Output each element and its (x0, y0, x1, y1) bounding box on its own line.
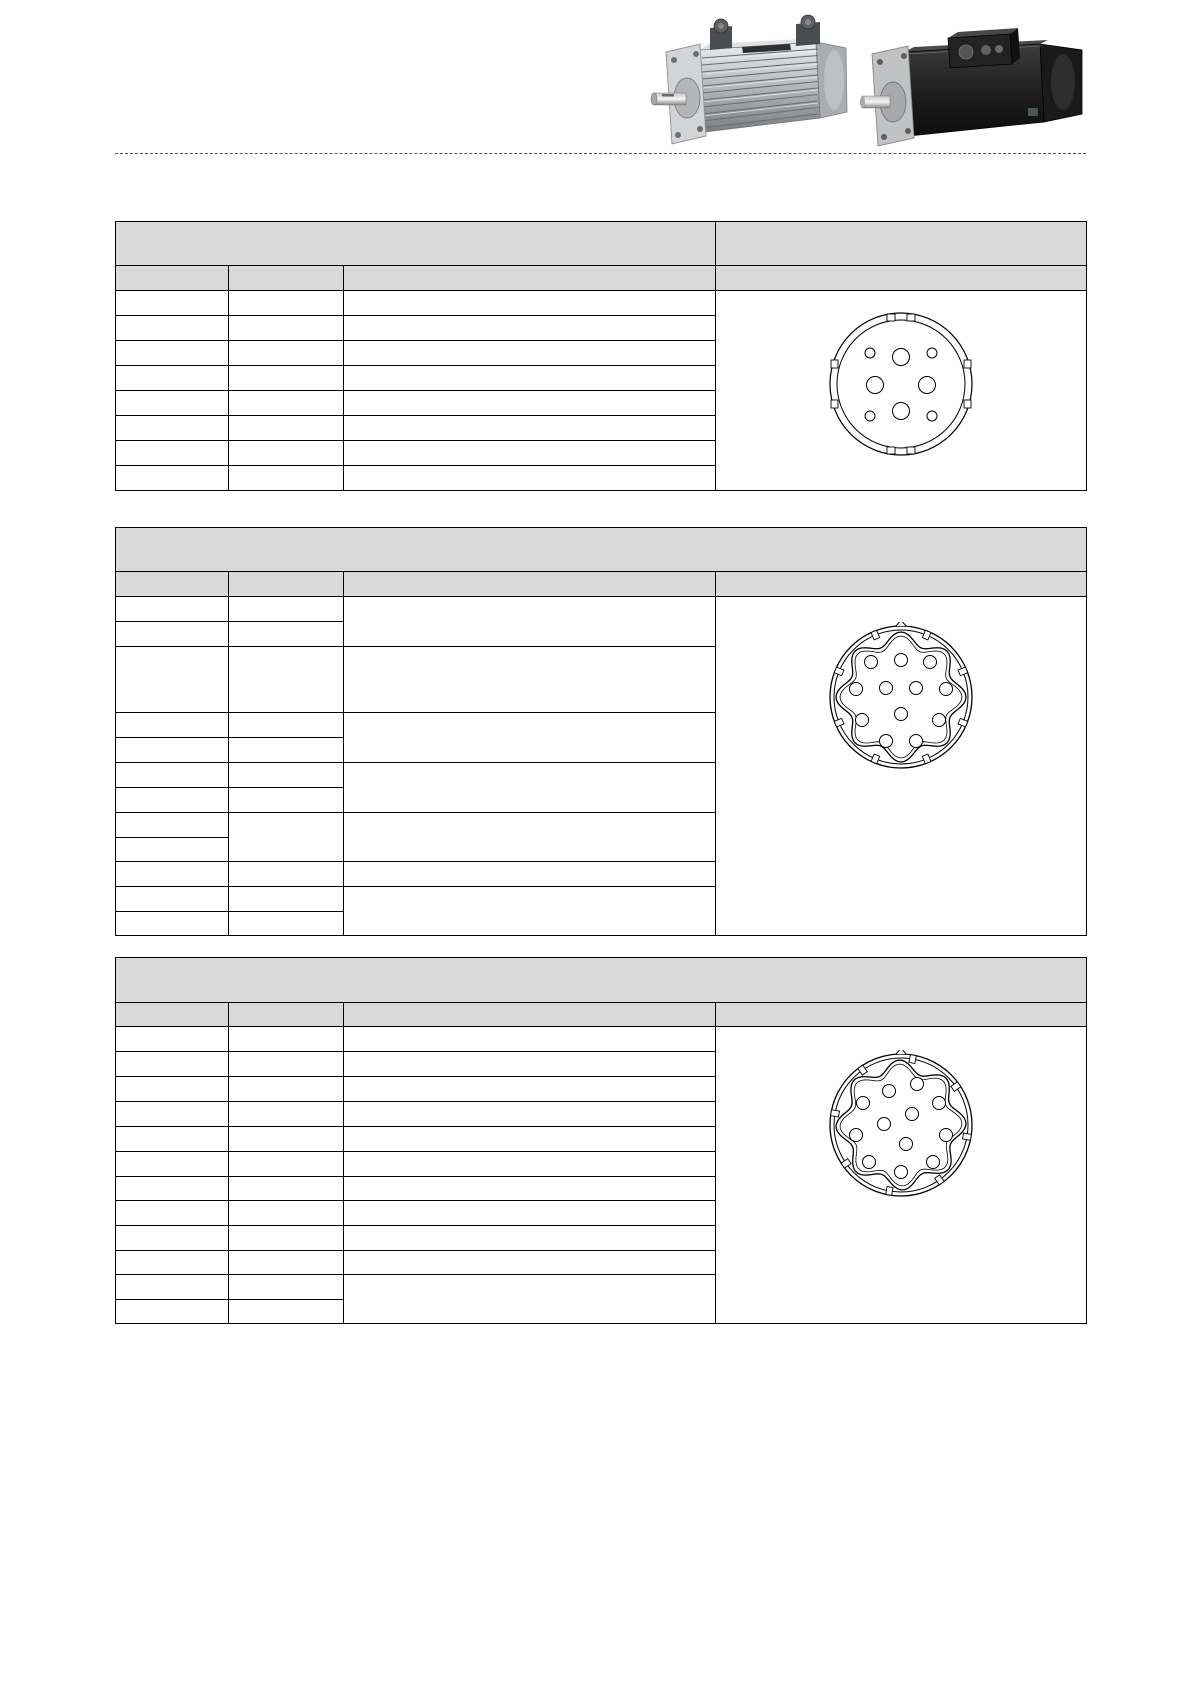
connector-12-pin-icon (826, 1050, 976, 1200)
header-divider (115, 153, 1086, 154)
table-cell (344, 1251, 716, 1275)
table-cell (229, 416, 344, 441)
column-header-cell (716, 572, 1087, 597)
table-cell (344, 366, 716, 391)
table-cell (344, 416, 716, 441)
table-cell (116, 416, 229, 441)
status-marker (1028, 108, 1038, 116)
table-cell (344, 1226, 716, 1251)
motor-aluminum-finned-icon (650, 14, 855, 150)
table-cell (344, 763, 716, 813)
table-title-cell (116, 528, 1087, 572)
table-cell (116, 1152, 229, 1177)
table-cell (116, 788, 229, 813)
terminal-box (948, 28, 1020, 68)
table-cell (116, 466, 229, 491)
pinout-table-3 (115, 957, 1087, 1324)
table-cell (229, 622, 344, 647)
table-cell (229, 763, 344, 788)
table-cell (229, 366, 344, 391)
table-cell (116, 441, 229, 466)
column-header-cell (229, 1003, 344, 1027)
motor-shaft (651, 93, 686, 105)
column-header-cell (116, 572, 229, 597)
table-cell (344, 1127, 716, 1152)
table-cell (344, 316, 716, 341)
table-cell (344, 597, 716, 647)
table-cell (229, 1102, 344, 1127)
table-cell (116, 1127, 229, 1152)
table-cell (229, 1201, 344, 1226)
table-cell (116, 291, 229, 316)
column-header-cell (716, 1003, 1087, 1027)
column-header-cell (229, 572, 344, 597)
pinout-table-1 (115, 221, 1087, 491)
table-cell (344, 1275, 716, 1324)
table-cell (229, 912, 344, 936)
table-cell (229, 391, 344, 416)
table-cell (229, 291, 344, 316)
table-cell (116, 1201, 229, 1226)
table-cell (229, 647, 344, 713)
table-cell (229, 441, 344, 466)
motor-rear-cap (1040, 44, 1082, 122)
table-cell (344, 466, 716, 491)
table-cell (116, 622, 229, 647)
table-cell (116, 813, 229, 838)
column-header-cell (116, 1003, 229, 1027)
table-cell (229, 316, 344, 341)
connector-diagram-cell (716, 597, 1087, 936)
table-cell (116, 912, 229, 936)
table-cell (344, 887, 716, 936)
column-header-cell (344, 266, 716, 291)
table-cell (116, 647, 229, 713)
table-cell (116, 341, 229, 366)
table-cell (344, 341, 716, 366)
table-cell (229, 466, 344, 491)
column-header-cell (229, 266, 344, 291)
table-title-cell (716, 222, 1087, 266)
table-cell (116, 763, 229, 788)
table-cell (229, 1052, 344, 1077)
table-cell (344, 647, 716, 713)
column-header-cell (344, 1003, 716, 1027)
table-cell (229, 788, 344, 813)
table-cell (229, 813, 344, 862)
table-cell (229, 1226, 344, 1251)
table-cell (229, 713, 344, 738)
table-cell (229, 1275, 344, 1300)
table-cell (229, 738, 344, 763)
table-cell (116, 1275, 229, 1300)
table-cell (116, 1251, 229, 1275)
table-cell (229, 341, 344, 366)
table-cell (116, 391, 229, 416)
table-cell (116, 1300, 229, 1324)
table-cell (344, 291, 716, 316)
table-cell (229, 1177, 344, 1201)
table-cell (229, 1127, 344, 1152)
table-cell (229, 1300, 344, 1324)
table-cell (344, 1052, 716, 1077)
table-cell (116, 1177, 229, 1201)
table-cell (116, 1102, 229, 1127)
table-title-cell (116, 958, 1087, 1003)
connector-8-pin-icon (826, 309, 976, 459)
coding-key-mark (896, 622, 906, 626)
table-cell (116, 366, 229, 391)
connector-diagram-cell (716, 291, 1087, 491)
motor-body (700, 38, 822, 132)
table-cell (116, 713, 229, 738)
table-cell (344, 862, 716, 887)
column-header-cell (716, 266, 1087, 291)
table-cell (116, 1027, 229, 1052)
table-cell (116, 1052, 229, 1077)
table-cell (116, 838, 229, 862)
table-cell (229, 1251, 344, 1275)
motor-rear-cap (816, 42, 847, 118)
column-header-cell (344, 572, 716, 597)
coding-key-mark (896, 1050, 906, 1054)
table-cell (229, 597, 344, 622)
column-header-cell (116, 266, 229, 291)
table-cell (344, 1027, 716, 1052)
pinout-table-2 (115, 527, 1087, 936)
table-cell (229, 1152, 344, 1177)
table-cell (344, 1077, 716, 1102)
table-cell (116, 887, 229, 912)
connector-diagram-cell (716, 1027, 1087, 1324)
table-cell (344, 1102, 716, 1127)
table-cell (229, 1027, 344, 1052)
table-cell (344, 813, 716, 862)
table-cell (116, 738, 229, 763)
table-cell (344, 391, 716, 416)
table-cell (344, 1152, 716, 1177)
table-cell (344, 1201, 716, 1226)
table-cell (116, 1077, 229, 1102)
table-cell (229, 887, 344, 912)
table-cell (229, 862, 344, 887)
table-cell (229, 1077, 344, 1102)
table-cell (116, 862, 229, 887)
motor-black-terminal-box-icon (860, 14, 1090, 150)
table-cell (116, 1226, 229, 1251)
table-cell (116, 597, 229, 622)
table-cell (344, 441, 716, 466)
table-cell (344, 713, 716, 763)
table-cell (344, 1177, 716, 1201)
connector-12-pin-icon (826, 622, 976, 772)
table-title-cell (116, 222, 716, 266)
table-cell (116, 316, 229, 341)
motor-shaft (860, 96, 890, 108)
